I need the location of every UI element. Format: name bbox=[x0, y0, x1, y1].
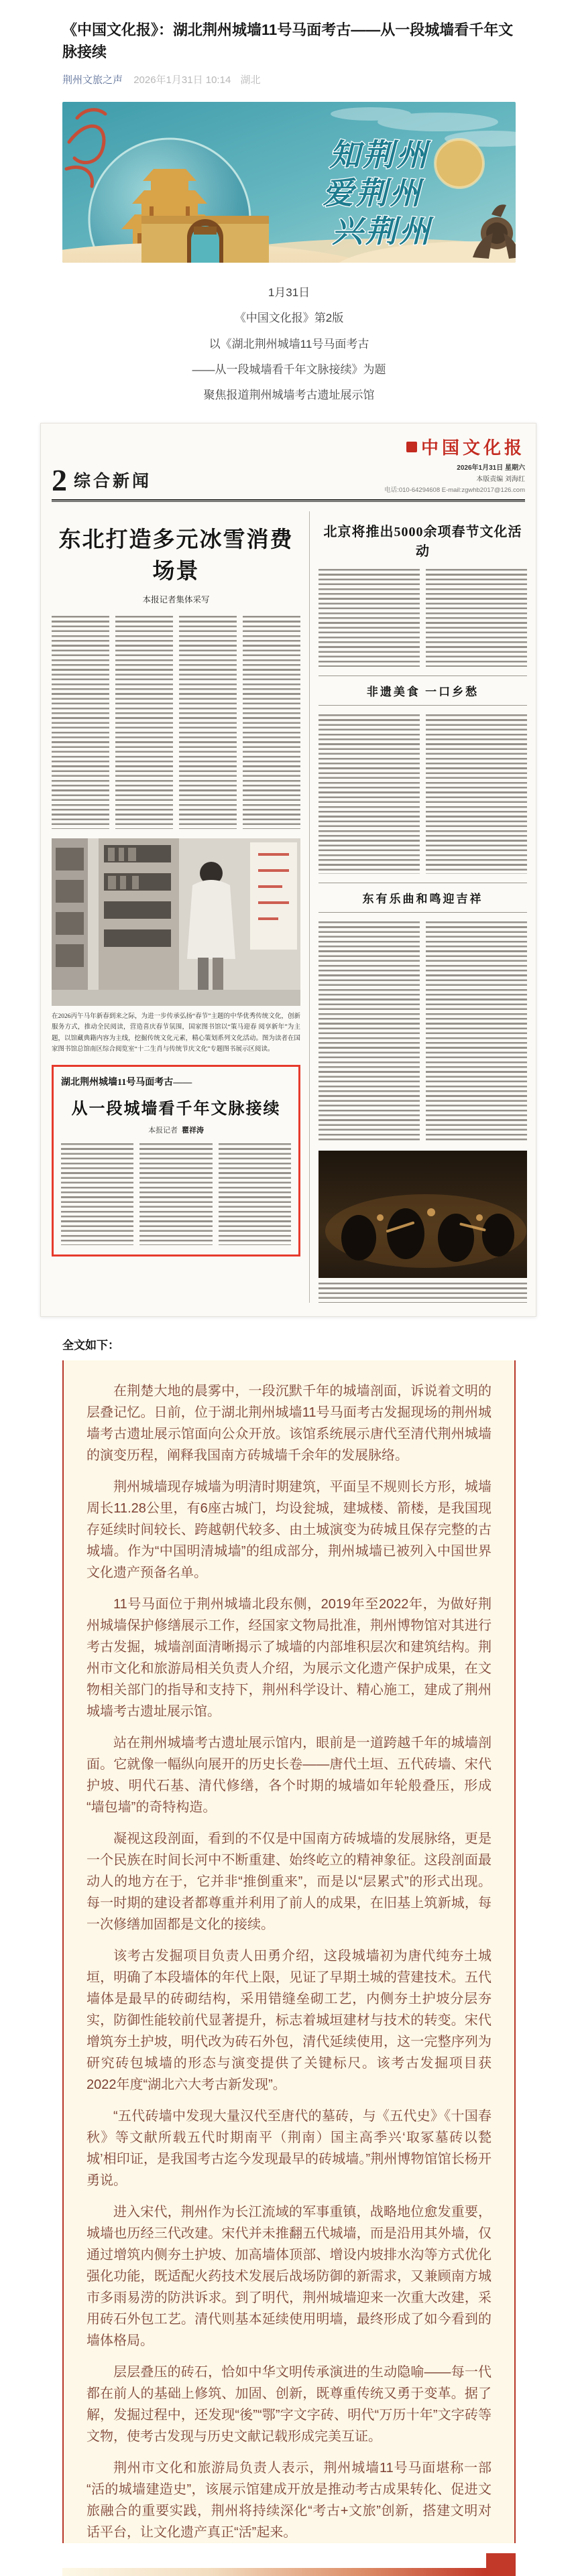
newspaper-photo-library bbox=[52, 838, 300, 1006]
right-text-columns-3 bbox=[319, 921, 527, 1141]
boxed-article-byline: 本报记者 瞿祥涛 bbox=[148, 1126, 204, 1135]
intro-lines bbox=[62, 280, 516, 408]
masthead-seal-icon bbox=[406, 442, 417, 452]
newspaper-body-text-columns bbox=[52, 616, 300, 829]
article-paragraph: 进入宋代，荆州作为长江流域的军事重镇，战略地位愈发重要，城墙也历经三代改建。宋代并未推翻五代城墙，而是沿用其外墙，仅通过增筑内侧夯土护坡、加高墙体顶部、增设内坡排水沟等方式优化强化功能，既适配火药技术发展后战场防御的新需求，又兼顾南方城市多雨易涝的防洪诉求。到了明代，荆州城墙迎来一次重大改建，采用砖石外包工艺。清代则基本延续使用明墙，最终形成了如今看到的墙体格局。 bbox=[86, 2205, 492, 2349]
gradient-bar bbox=[62, 2568, 486, 2576]
article-paragraph: 荆州城墙现存城墙为明清时期建筑，平面呈不规则长方形，城墙周长11.28公里，有6座古城门，均设瓮城，建城楼、箭楼，是我国现存延续时间较长、跨越朝代较多、由土城演变为砖城且保存完整的古城墙。作为“中国明清城墙”的组成部分，荆州城墙已被列入中国世界文化遗产预备名单。 bbox=[86, 1480, 492, 1581]
full-text-lead-in: 全文如下： bbox=[62, 1339, 119, 1352]
article-paragraph: 站在荆州城墙考古遗址展示馆内，眼前是一道跨越千年的城墙剖面。它就像一幅纵向展开的历史长卷——唐代土垣、五代砖墙、宋代护坡、明代石基、清代修缮，各个时期的城墙如年轮般叠压，形成“墙包墙”的奇特构造。 bbox=[86, 1736, 492, 1815]
boxed-article-text-columns bbox=[61, 1143, 291, 1245]
newspaper-date: 2026年1月31日 星期六 bbox=[457, 464, 525, 472]
article-paragraph: 在荆楚大地的晨雾中，一段沉默千年的城墙剖面，诉说着文明的层叠记忆。日前，位于湖北荆州城墙11号马面考古发掘现场的荆州城墙考古遗址展示馆面向公众开放。该馆系统展示唐代至清代荆州城墙的演变历程，阐释我国南方砖城墙千余年的发展脉络。 bbox=[86, 1384, 492, 1464]
newspaper-editor: 本版责编 刘海红 bbox=[476, 476, 525, 484]
banner-image[interactable] bbox=[62, 102, 516, 263]
publish-location: 湖北 bbox=[240, 74, 261, 86]
intro-line: 聚焦报道荆州城墙考古遗址展示馆 bbox=[203, 389, 375, 401]
newspaper-section-title: 综合新闻 bbox=[74, 472, 152, 491]
byline bbox=[62, 73, 516, 87]
newspaper-headline-right: 北京将推出5000余项春节文化活动 bbox=[323, 525, 522, 560]
page-title: 《中国文化报》：湖北荆州城墙11号马面考古——从一段城墙看千年文脉接续 bbox=[62, 21, 514, 60]
article-paragraph: 11号马面位于荆州城墙北段东侧，2019年至2022年，为做好荆州城墙保护修缮展示工作，经国家文物局批准，荆州博物馆对其进行考古发掘，城墙剖面清晰揭示了城墙的内部堆积层次和建筑结构。荆州市文化和旅游局相关负责人介绍，为展示文化遗产保护成果，在文物相关部门的指导和支持下，荆州科学设计、精心施工，建成了荆州城墙考古遗址展示馆。 bbox=[86, 1597, 492, 1720]
newspaper-rule bbox=[52, 499, 525, 502]
intro-line: 《中国文化报》第2版 bbox=[234, 312, 344, 325]
red-corner-square bbox=[486, 2553, 516, 2576]
banner-slogan bbox=[323, 137, 435, 249]
library-photo-caption: 在2026丙午马年新春到来之际，为进一步传承弘扬“春节”主题的中华优秀传统文化，创新服务方式，推动全民阅读，营造喜庆春节氛围，国家图书馆以“策马迎春 阅享新年”为主题，以馆藏典籍内容为主线，挖掘传统文化元素，精心策划系列文化活动。图为读者在国家图书馆总馆南区综合阅览室“十二生肖与传统节庆文化”专题图书展示区阅读。 bbox=[52, 1013, 300, 1053]
article-bottom-wrap bbox=[62, 2553, 516, 2576]
intro-line: 1月31日 bbox=[268, 286, 310, 299]
article-body-panel bbox=[62, 1360, 516, 2543]
newspaper-masthead-block bbox=[384, 434, 525, 494]
svg-text:爱荆州: 爱荆州 bbox=[323, 176, 423, 210]
highlighted-article-red-box bbox=[52, 1065, 300, 1257]
newspaper-clipping-image[interactable] bbox=[40, 423, 536, 1317]
intro-line: 以《湖北荆州城墙11号马面考古 bbox=[209, 337, 369, 350]
article-bottom-decoration bbox=[62, 2553, 516, 2576]
newspaper-right-column bbox=[310, 511, 527, 1303]
article-paragraph: 层层叠压的砖石，恰如中华文明传承演进的生动隐喻——每一代都在前人的基础上修筑、加固、创新，既尊重传统又勇于变革。据了解，发掘过程中，还发现“後”“鄂”字文字砖、明代“万历十年”文字砖等文物，使考古发现与历史文献记载形成完美互证。 bbox=[86, 2365, 492, 2445]
newspaper-left-column bbox=[52, 511, 310, 1303]
right-text-columns-2 bbox=[319, 714, 527, 874]
article-paragraph: “五代砖墙中发现大量汉代至唐代的墓砖，与《五代史》《十国春秋》等文献所载五代时期南平（荆南）国主高季兴‘取冢墓砖以甃城’相印证，是我国考古迄今发现最早的砖城墙。”荆州博物馆馆长杨开勇说。 bbox=[86, 2109, 492, 2189]
svg-text:兴荆州: 兴荆州 bbox=[332, 214, 432, 249]
newspaper-subheadline-1: 非遗美食 一口乡愁 bbox=[366, 686, 479, 699]
banner-illustration bbox=[62, 102, 516, 263]
account-name-link[interactable]: 荆州文旅之声 bbox=[62, 74, 123, 86]
sub-headline-2-wrap bbox=[319, 883, 527, 913]
newspaper-header bbox=[52, 434, 525, 497]
newspaper-headline-left: 东北打造多元冰雪消费场景 bbox=[58, 528, 294, 584]
newspaper-photo-concert bbox=[319, 1151, 527, 1278]
newspaper-contact: 电话:010-64294608 E-mail:zgwhb2017@126.com bbox=[384, 487, 525, 495]
newspaper-masthead: 中国文化报 bbox=[420, 438, 525, 458]
right-text-columns-1 bbox=[319, 569, 527, 667]
publish-datetime: 2026年1月31日 10:14 bbox=[133, 74, 231, 86]
article-paragraph: 凝视这段剖面，看到的不仅是中国南方砖城墙的发展脉络，更是一个民族在时间长河中不断重建、始终屹立的精神象征。这段剖面最动人的地方在于，它并非“推倒重来”，而是以“层累式”的形式出现。每一时期的建设者都尊重并利用了前人的成果，在旧基上筑新城，每一次修缮加固都是文化的接续。 bbox=[86, 1831, 492, 1933]
newspaper-headline-left-byline: 本报记者集体采写 bbox=[142, 595, 210, 605]
newspaper-body bbox=[52, 511, 525, 1303]
intro-line: ——从一段城墙看千年文脉接续》为题 bbox=[192, 363, 386, 376]
city-gate bbox=[141, 216, 269, 263]
newspaper-page-number: 2 bbox=[52, 462, 67, 497]
newspaper-subheadline-2: 东有乐曲和鸣迎吉祥 bbox=[362, 893, 483, 906]
svg-text:知荆州: 知荆州 bbox=[329, 137, 430, 172]
boxed-article-kicker: 湖北荆州城墙11号马面考古—— bbox=[61, 1077, 192, 1088]
article-paragraph: 该考古发掘项目负责人田勇介绍，这段城墙初为唐代纯夯土城垣，明确了本段墙体的年代上限，见证了早期土城的营建技术。五代墙体是最早的砖砌结构，采用错缝垒砌工艺，内侧夯土护坡分层夯实，防御性能较前代显著提升，标志着城垣建材与技术的转变。宋代增筑夯土护坡，明代改为砖石外包，清代延续使用，这一完整序列为研究砖包城墙的形态与演变提供了关键标尺。该考古发掘项目获2022年度“湖北六大考古新发现”。 bbox=[86, 1949, 492, 2093]
sub-headline-1-wrap bbox=[319, 675, 527, 706]
concert-photo-caption-lines bbox=[319, 1283, 527, 1303]
article-paragraph: 荆州市文化和旅游局负责人表示，荆州城墙11号马面堪称一部“活的城墙建造史”，该展示馆建成开放是推动考古成果转化、促进文旅融合的重要实践，荆州将持续深化“考古+文旅”创新，搭建文明对话平台，让文化遗产真正“活”起来。 bbox=[86, 2461, 492, 2540]
boxed-article-headline: 从一段城墙看千年文脉接续 bbox=[71, 1100, 281, 1118]
